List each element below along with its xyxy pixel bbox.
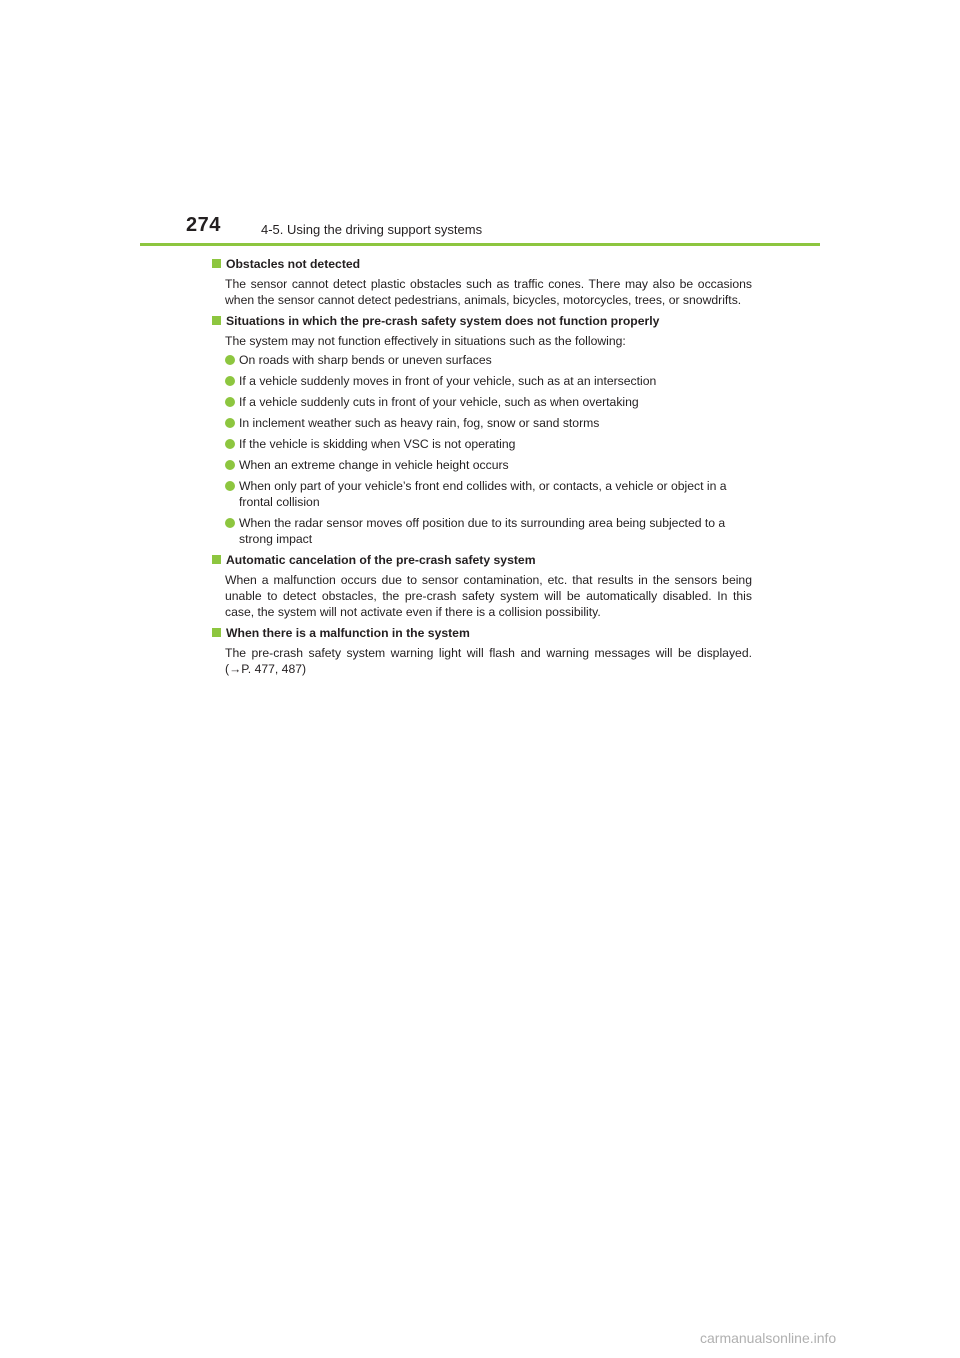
heading-text: Automatic cancelation of the pre-crash safety system (226, 553, 536, 567)
section-paragraph: The sensor cannot detect plastic obstacles such as traffic cones. There may also be occasions when the sensor cannot detect pedestrians, animals, bicycles, motorcycles, trees, or snowdrifts. (225, 277, 752, 307)
section-paragraph: When a malfunction occurs due to sensor contamination, etc. that results in the sensors being unable to detect obstacles, the pre-crash safety system will be automatically disabled. In this case, the system will not activate even if there is a collision possibility. (225, 573, 752, 619)
section-malfunction (212, 625, 752, 677)
square-icon (212, 316, 221, 325)
section-heading (212, 625, 752, 641)
square-icon (212, 555, 221, 564)
header-divider (140, 243, 820, 246)
list-item (225, 394, 752, 410)
watermark: carmanualsonline.info (700, 1330, 837, 1346)
list-item-text: When only part of your vehicle’s front end collides with, or contacts, a vehicle or object in a frontal collision (239, 479, 727, 509)
list-item (225, 515, 752, 547)
list-item-text: When an extreme change in vehicle height occurs (239, 458, 509, 472)
section-obstacles (212, 256, 752, 308)
section-title: 4-5. Using the driving support systems (261, 222, 483, 237)
square-icon (212, 628, 221, 637)
page-reference-link[interactable]: →P. 477, 487) (229, 662, 307, 676)
list-item (225, 352, 752, 368)
list-item-text: If a vehicle suddenly cuts in front of your vehicle, such as when overtaking (239, 395, 639, 409)
heading-text: Situations in which the pre-crash safety system does not function properly (226, 314, 660, 328)
bullet-icon (225, 397, 235, 407)
bullet-list (225, 352, 752, 547)
main-content (212, 256, 752, 682)
bullet-icon (225, 518, 235, 528)
section-paragraph (225, 645, 752, 677)
section-heading (212, 552, 752, 568)
heading-text: Obstacles not detected (226, 257, 361, 271)
list-item-text: If a vehicle suddenly moves in front of your vehicle, such as at an intersection (239, 374, 657, 388)
section-heading (212, 256, 752, 272)
list-item-text: On roads with sharp bends or uneven surfaces (239, 353, 492, 367)
section-situations (212, 313, 752, 547)
list-item (225, 457, 752, 473)
section-heading (212, 313, 752, 329)
section-automatic-cancelation (212, 552, 752, 620)
page-number: 274 (186, 214, 221, 236)
bullet-icon (225, 376, 235, 386)
bullet-icon (225, 460, 235, 470)
list-item-text: If the vehicle is skidding when VSC is not operating (239, 437, 516, 451)
list-item-text: In inclement weather such as heavy rain, fog, snow or sand storms (239, 416, 600, 430)
list-item (225, 436, 752, 452)
list-item (225, 373, 752, 389)
bullet-icon (225, 418, 235, 428)
list-item (225, 415, 752, 431)
list-item (225, 478, 752, 510)
paragraph-text: The pre-crash safety system warning light will flash and warning messages will be displayed. ( (225, 646, 752, 676)
square-icon (212, 259, 221, 268)
section-paragraph: The system may not function effectively in situations such as the following: (225, 334, 626, 348)
bullet-icon (225, 481, 235, 491)
bullet-icon (225, 439, 235, 449)
bullet-icon (225, 355, 235, 365)
heading-text: When there is a malfunction in the system (226, 626, 470, 640)
list-item-text: When the radar sensor moves off position due to its surrounding area being subjected to a strong impact (239, 516, 726, 546)
